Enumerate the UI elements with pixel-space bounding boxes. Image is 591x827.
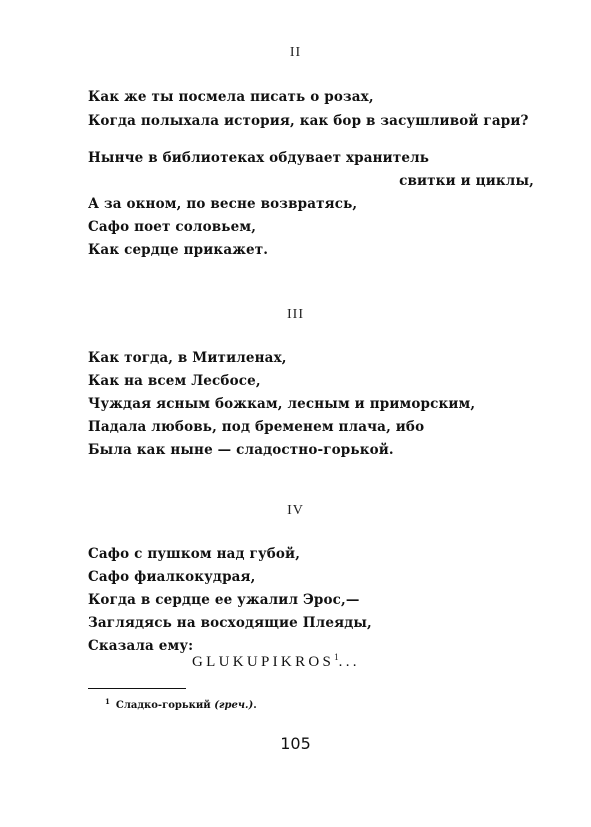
footnote-language: (греч.) [214, 700, 254, 711]
footnote-ref[interactable]: 1 [334, 652, 339, 662]
verse-line: Была как ныне — сладостно-горькой. [88, 442, 394, 458]
section-number-ii: II [289, 45, 302, 60]
greek-word-line [192, 652, 360, 671]
footnote-period: . [253, 700, 257, 711]
verse-line: Падала любовь, под бременем плача, ибо [88, 419, 425, 435]
footnote-text: Сладко-горький [115, 700, 215, 711]
verse-line: Заглядясь на восходящие Плеяды, [88, 615, 372, 631]
section-number-iv: IV [287, 503, 304, 518]
verse-line: Нынче в библиотеках обдувает хранитель [88, 150, 430, 166]
verse-line: Чуждая ясным божкам, лесным и приморским, [88, 396, 476, 412]
verse-line: Когда полыхала история, как бор в засушливой гари? [88, 113, 529, 129]
verse-line: Как же ты посмела писать о розах, [88, 89, 374, 105]
verse-line: А за окном, по весне возвратясь, [88, 196, 358, 212]
footnote-divider [88, 688, 186, 689]
verse-line-continuation: свитки и циклы, [399, 173, 534, 189]
greek-word: GLUKUPIKROS [192, 654, 335, 670]
footnote [105, 697, 257, 711]
section-number-iii: III [287, 307, 304, 322]
verse-line: Как тогда, в Митиленах, [88, 350, 287, 366]
verse-line: Сафо поет соловьем, [88, 219, 257, 235]
verse-line: Когда в сердце ее ужалил Эрос,— [88, 592, 360, 608]
verse-line: Как сердце прикажет. [88, 242, 269, 258]
footnote-marker: 1 [105, 697, 110, 706]
verse-line: Сафо фиалкокудрая, [88, 569, 256, 585]
verse-line: Сафо с пушком над губой, [88, 546, 301, 562]
verse-line: Как на всем Лесбосе, [88, 373, 261, 389]
page-number: 105 [280, 734, 311, 753]
verse-line: Сказала ему: [88, 638, 194, 654]
ellipsis: ... [338, 654, 360, 670]
